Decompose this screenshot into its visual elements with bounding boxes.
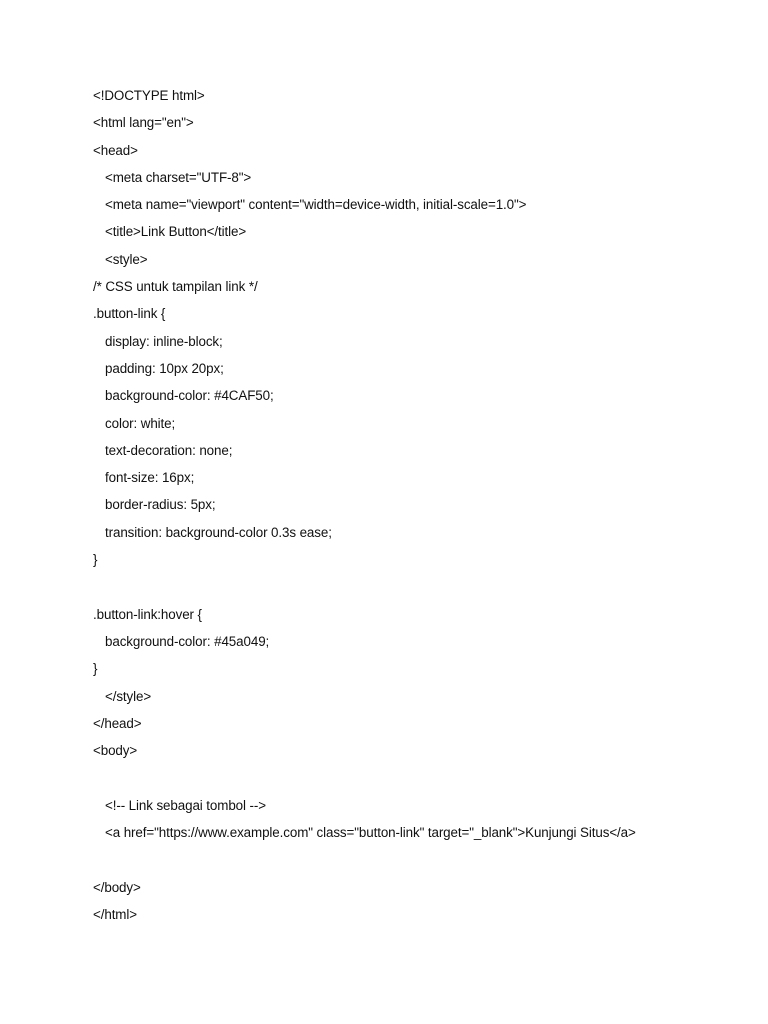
- code-line-selector: .button-link {: [93, 306, 166, 322]
- code-line-blank: [93, 576, 733, 603]
- code-line-body-close: </body>: [93, 879, 141, 895]
- code-line-style-open: <style>: [105, 251, 148, 267]
- code-line-background-color: background-color: #4CAF50;: [105, 388, 274, 404]
- code-line-selector-close: }: [93, 552, 98, 568]
- code-line-text-decoration: text-decoration: none;: [105, 442, 233, 458]
- code-line-body-open: <body>: [93, 743, 138, 759]
- code-line-html-close: </html>: [93, 906, 137, 922]
- code-line-doctype: <!DOCTYPE html>: [93, 88, 205, 103]
- code-line-html-comment: <!-- Link sebagai tombol -->: [105, 797, 266, 813]
- code-line-title: <title>Link Button</title>: [105, 224, 247, 240]
- code-line-font-size: font-size: 16px;: [105, 470, 195, 486]
- code-line-hover-close: }: [93, 661, 98, 677]
- code-line-html-open: <html lang="en">: [93, 115, 194, 131]
- code-line-style-close: </style>: [105, 688, 152, 704]
- code-line-display: display: inline-block;: [105, 333, 223, 349]
- code-line-meta-viewport: <meta name="viewport" content="width=device-width, initial-scale=1.0">: [105, 197, 527, 213]
- code-line-anchor: <a href="https://www.example.com" class="button-link" target="_blank">Kunjungi Situs</a>: [105, 825, 636, 841]
- code-line-hover-background: background-color: #45a049;: [105, 633, 270, 649]
- code-line-color: color: white;: [105, 415, 176, 431]
- code-line-border-radius: border-radius: 5px;: [105, 497, 216, 513]
- code-line-head-open: <head>: [93, 142, 138, 158]
- code-line-blank: [93, 849, 733, 876]
- code-line-css-comment: /* CSS untuk tampilan link */: [93, 279, 258, 295]
- code-line-head-close: </head>: [93, 715, 142, 731]
- code-line-blank: [93, 767, 733, 794]
- code-line-hover-selector: .button-link:hover {: [93, 606, 202, 622]
- document-body: [93, 85, 733, 931]
- code-line-transition: transition: background-color 0.3s ease;: [105, 524, 332, 540]
- code-line-meta-charset: <meta charset="UTF-8">: [105, 169, 252, 185]
- code-line-padding: padding: 10px 20px;: [105, 360, 224, 376]
